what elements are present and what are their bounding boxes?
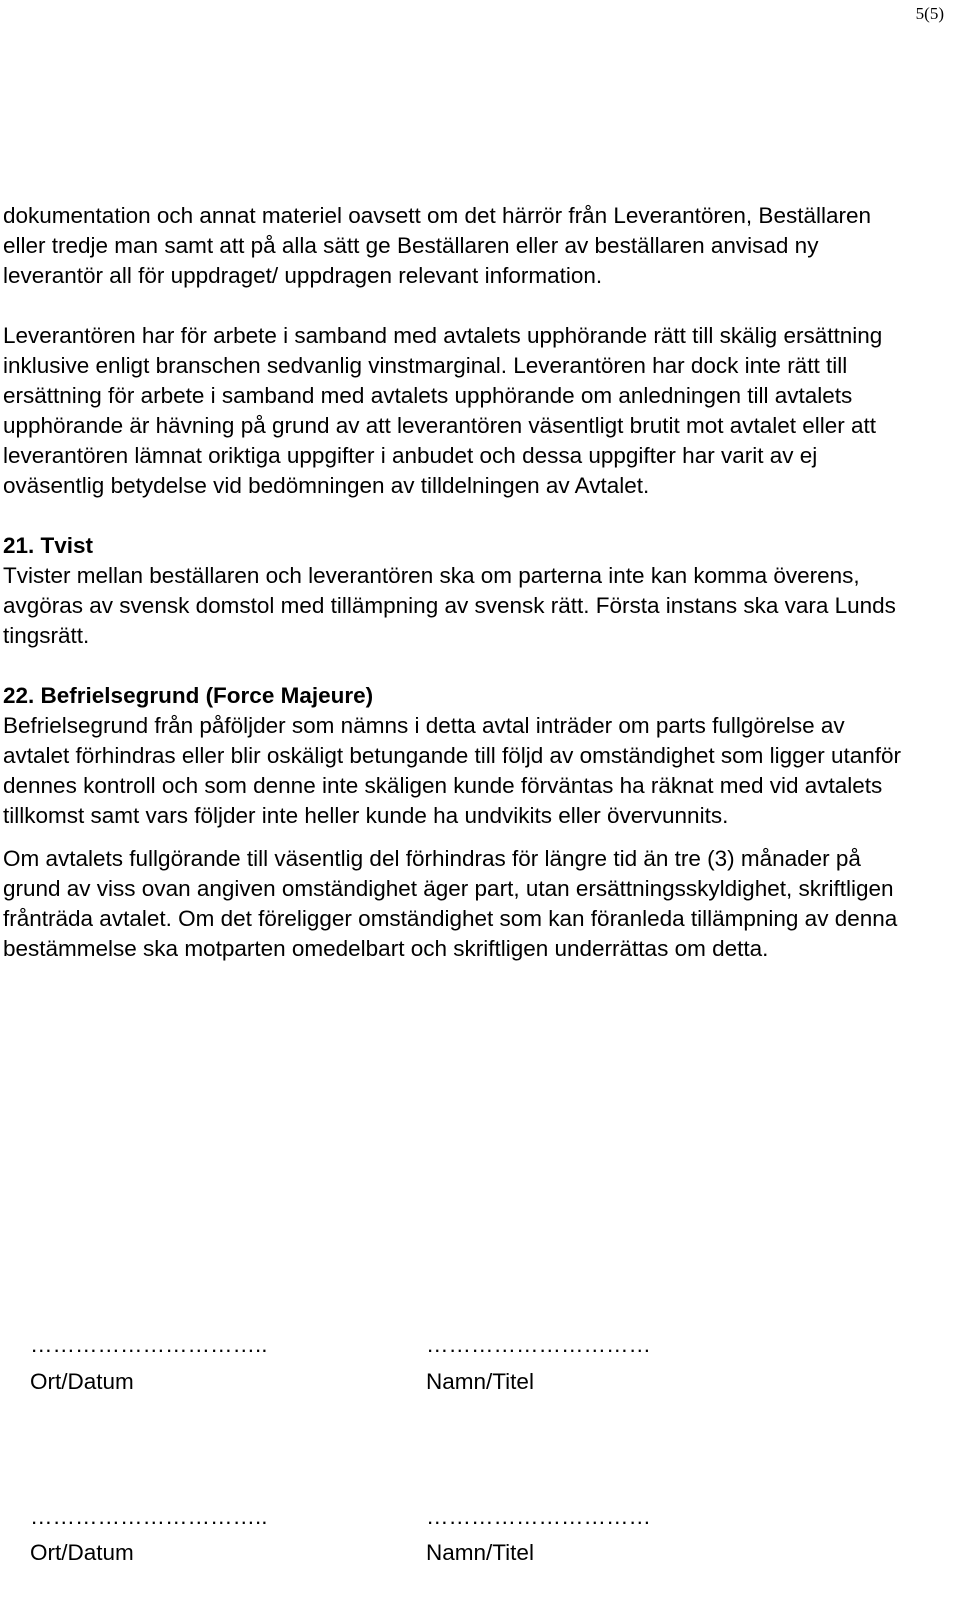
paragraph-compensation: Leverantören har för arbete i samband med avtalets upphörande rätt till skälig ersättning inklusive enligt branschen sedvanlig vinstmarginal. Leverantören har dock inte rätt till ersättning för arbete i samband med avtalets upphörande om anledningen till avtalets upphörande är hävning på grund av att leverantören väsentligt brutit mot avtalet eller att leverantören lämnat oriktiga uppgifter i anbudet och dessa uppgifter har varit av ej oväsentlig betydelse vid bedömningen av tilldelningen av Avtalet. [3,323,883,498]
signature-label-name-title: Namn/Titel [426,1540,534,1565]
document-body [3,201,903,964]
page-number: 5(5) [915,4,944,23]
paragraph-continuation: dokumentation och annat materiel oavsett om det härrör från Leverantören, Beställaren eller tredje man samt att på alla sätt ge Beställaren eller av beställaren anvisad ny leverantör all för uppdraget/ uppdragen relevant information. [3,203,871,288]
signature-line-place-date: ………………………….. [30,1332,268,1357]
section-body-force-majeure-2: Om avtalets fullgörande till väsentlig del förhindras för längre tid än tre (3) månader på grund av viss ovan angiven omständighet äger part, utan ersättningsskyldighet, skriftligen frånträda avtalet. Om det föreligger omständighet som kan föranleda tillämpning av denna bestämmelse ska motparten omedelbart och skriftligen underrättas om detta. [3,846,898,961]
section-body-tvist: Tvister mellan beställaren och leverantören ska om parterna inte kan komma överens, avgöras av svensk domstol med tillämpning av svensk rätt. Första instans ska vara Lunds tingsrätt. [3,563,896,648]
signature-line-name-title: ………………………… [426,1504,651,1529]
signature-label-place-date: Ort/Datum [30,1369,134,1394]
signature-label-name-title: Namn/Titel [426,1369,534,1394]
signature-label-place-date: Ort/Datum [30,1540,134,1565]
section-body-force-majeure: Befrielsegrund från påföljder som nämns i detta avtal inträder om parts fullgörelse av avtalet förhindras eller blir oskäligt betungande till följd av omständighet som ligger utanför dennes kontroll och som denne inte skäligen kunde förväntas ha räknat med vid avtalets tillkomst samt vars följder inte heller kunde ha undvikits eller övervunnits. [3,713,902,828]
signature-line-place-date: ………………………….. [30,1504,268,1529]
section-heading-force-majeure: 22. Befrielsegrund (Force Majeure) [3,683,374,708]
signature-line-name-title: ………………………… [426,1332,651,1357]
section-heading-tvist: 21. Tvist [3,533,94,558]
